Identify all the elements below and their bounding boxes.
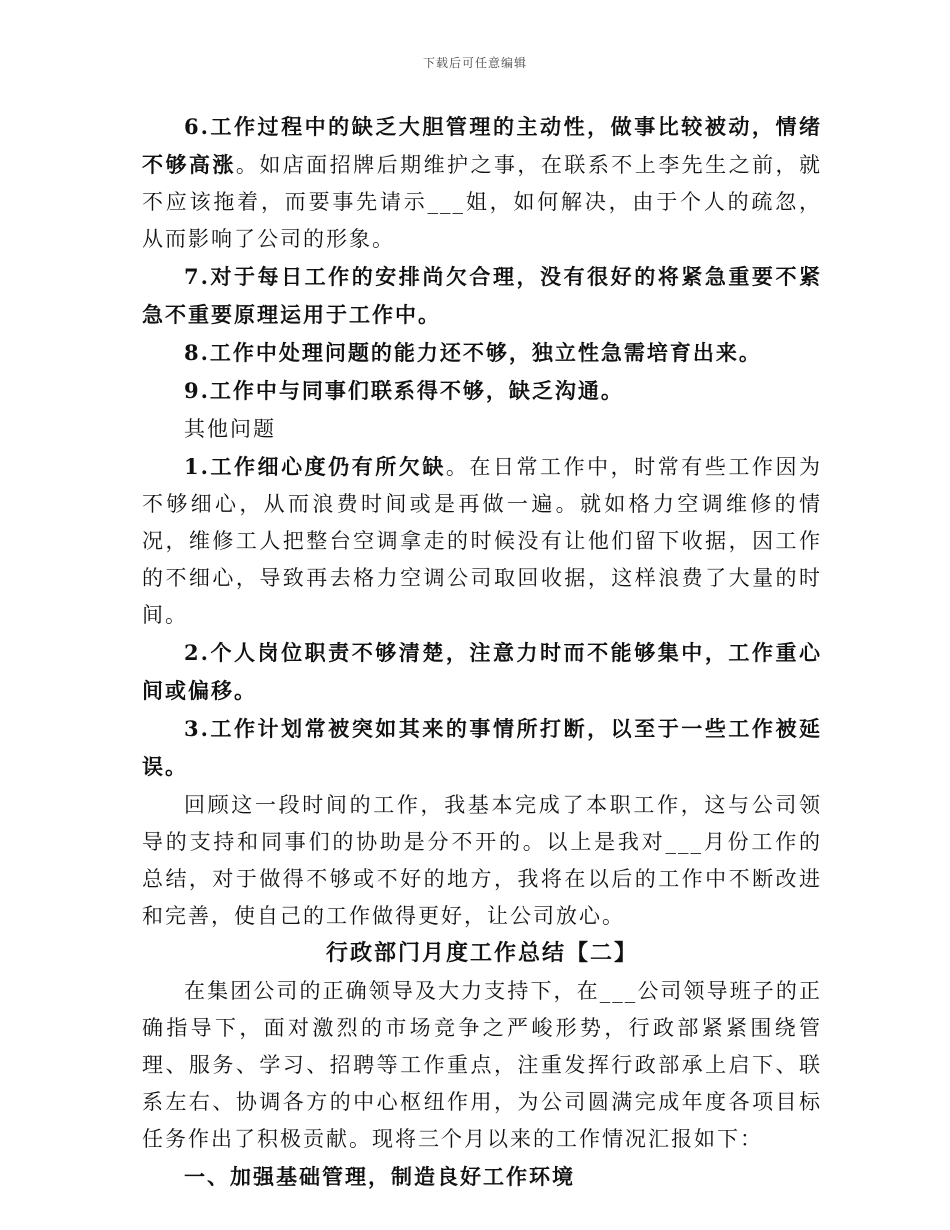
paragraph-bold: 9.工作中与同事们联系得不够，缺乏沟通。 — [184, 378, 624, 403]
paragraph-other-2 — [142, 634, 822, 710]
paragraph-text: 。如店面招牌后期维护之事，在联系不上李先生之前，就不应该拖着，而要事先请示___姐，如何解决，由于个人的疏忽，从而影响了公司的形象。 — [142, 153, 822, 251]
paragraph-text: 在集团公司的正确领导及大力支持下，在___公司领导班子的正确指导下，面对激烈的市场竞争之严峻形势，行政部紧紧围绕管理、服务、学习、招聘等工作重点，注重发挥行政部承上启下、联系左右、协调各方的中心枢纽作用，为公司圆满完成年度各项目标任务作出了积极贡献。现将三个月以来的工作情况汇报如下： — [142, 979, 822, 1151]
paragraph-bold: 1.工作细心度仍有所欠缺 — [184, 454, 446, 479]
paragraph-other-3 — [142, 710, 822, 786]
paragraph-bold: 7.对于每日工作的安排尚欠合理，没有很好的将紧急重要不紧急不重要原理运用于工作中。 — [142, 264, 822, 327]
subheading-other-issues — [142, 410, 822, 448]
paragraph-bold: 2.个人岗位职责不够清楚，注意力时而不能够集中，工作重心间或偏移。 — [142, 640, 822, 703]
paragraph-text: 其他问题 — [184, 417, 276, 441]
paragraph-intro — [142, 972, 822, 1158]
paragraph-review — [142, 786, 822, 935]
paragraph-text: 回顾这一段时间的工作，我基本完成了本职工作，这与公司领导的支持和同事们的协助是分不开的。以上是我对___月份工作的总结，对于做得不够或不好的地方，我将在以后的工作中不断改进和完善，使自己的工作做得更好，让公司放心。 — [142, 793, 822, 928]
document-body — [142, 108, 822, 1196]
paragraph-item-7 — [142, 258, 822, 334]
page-header-note: 下载后可任意编辑 — [422, 56, 527, 70]
section-title: 行政部门月度工作总结【二】 — [325, 940, 638, 966]
paragraph-item-8 — [142, 334, 822, 372]
paragraph-item-9 — [142, 372, 822, 410]
heading-part-one — [142, 1158, 822, 1196]
paragraph-bold: 一、加强基础管理，制造良好工作环境 — [184, 1164, 575, 1189]
paragraph-text: 。在日常工作中，时常有些工作因为不够细心，从而浪费时间或是再做一遍。就如格力空调维修的情况，维修工人把整台空调拿走的时候没有让他们留下收据，因工作的不细心，导致再去格力空调公司取回收据，这样浪费了大量的时间。 — [142, 455, 822, 627]
paragraph-bold: 8.工作中处理问题的能力还不够，独立性急需培育出来。 — [184, 340, 762, 365]
paragraph-bold: 6.工作过程中的缺乏大胆管理的主动性，做事比较被动，情绪不够高涨 — [142, 114, 822, 177]
paragraph-item-6 — [142, 108, 822, 258]
paragraph-other-1 — [142, 448, 822, 634]
paragraph-bold: 3.工作计划常被突如其来的事情所打断，以至于一些工作被延误。 — [142, 716, 822, 779]
